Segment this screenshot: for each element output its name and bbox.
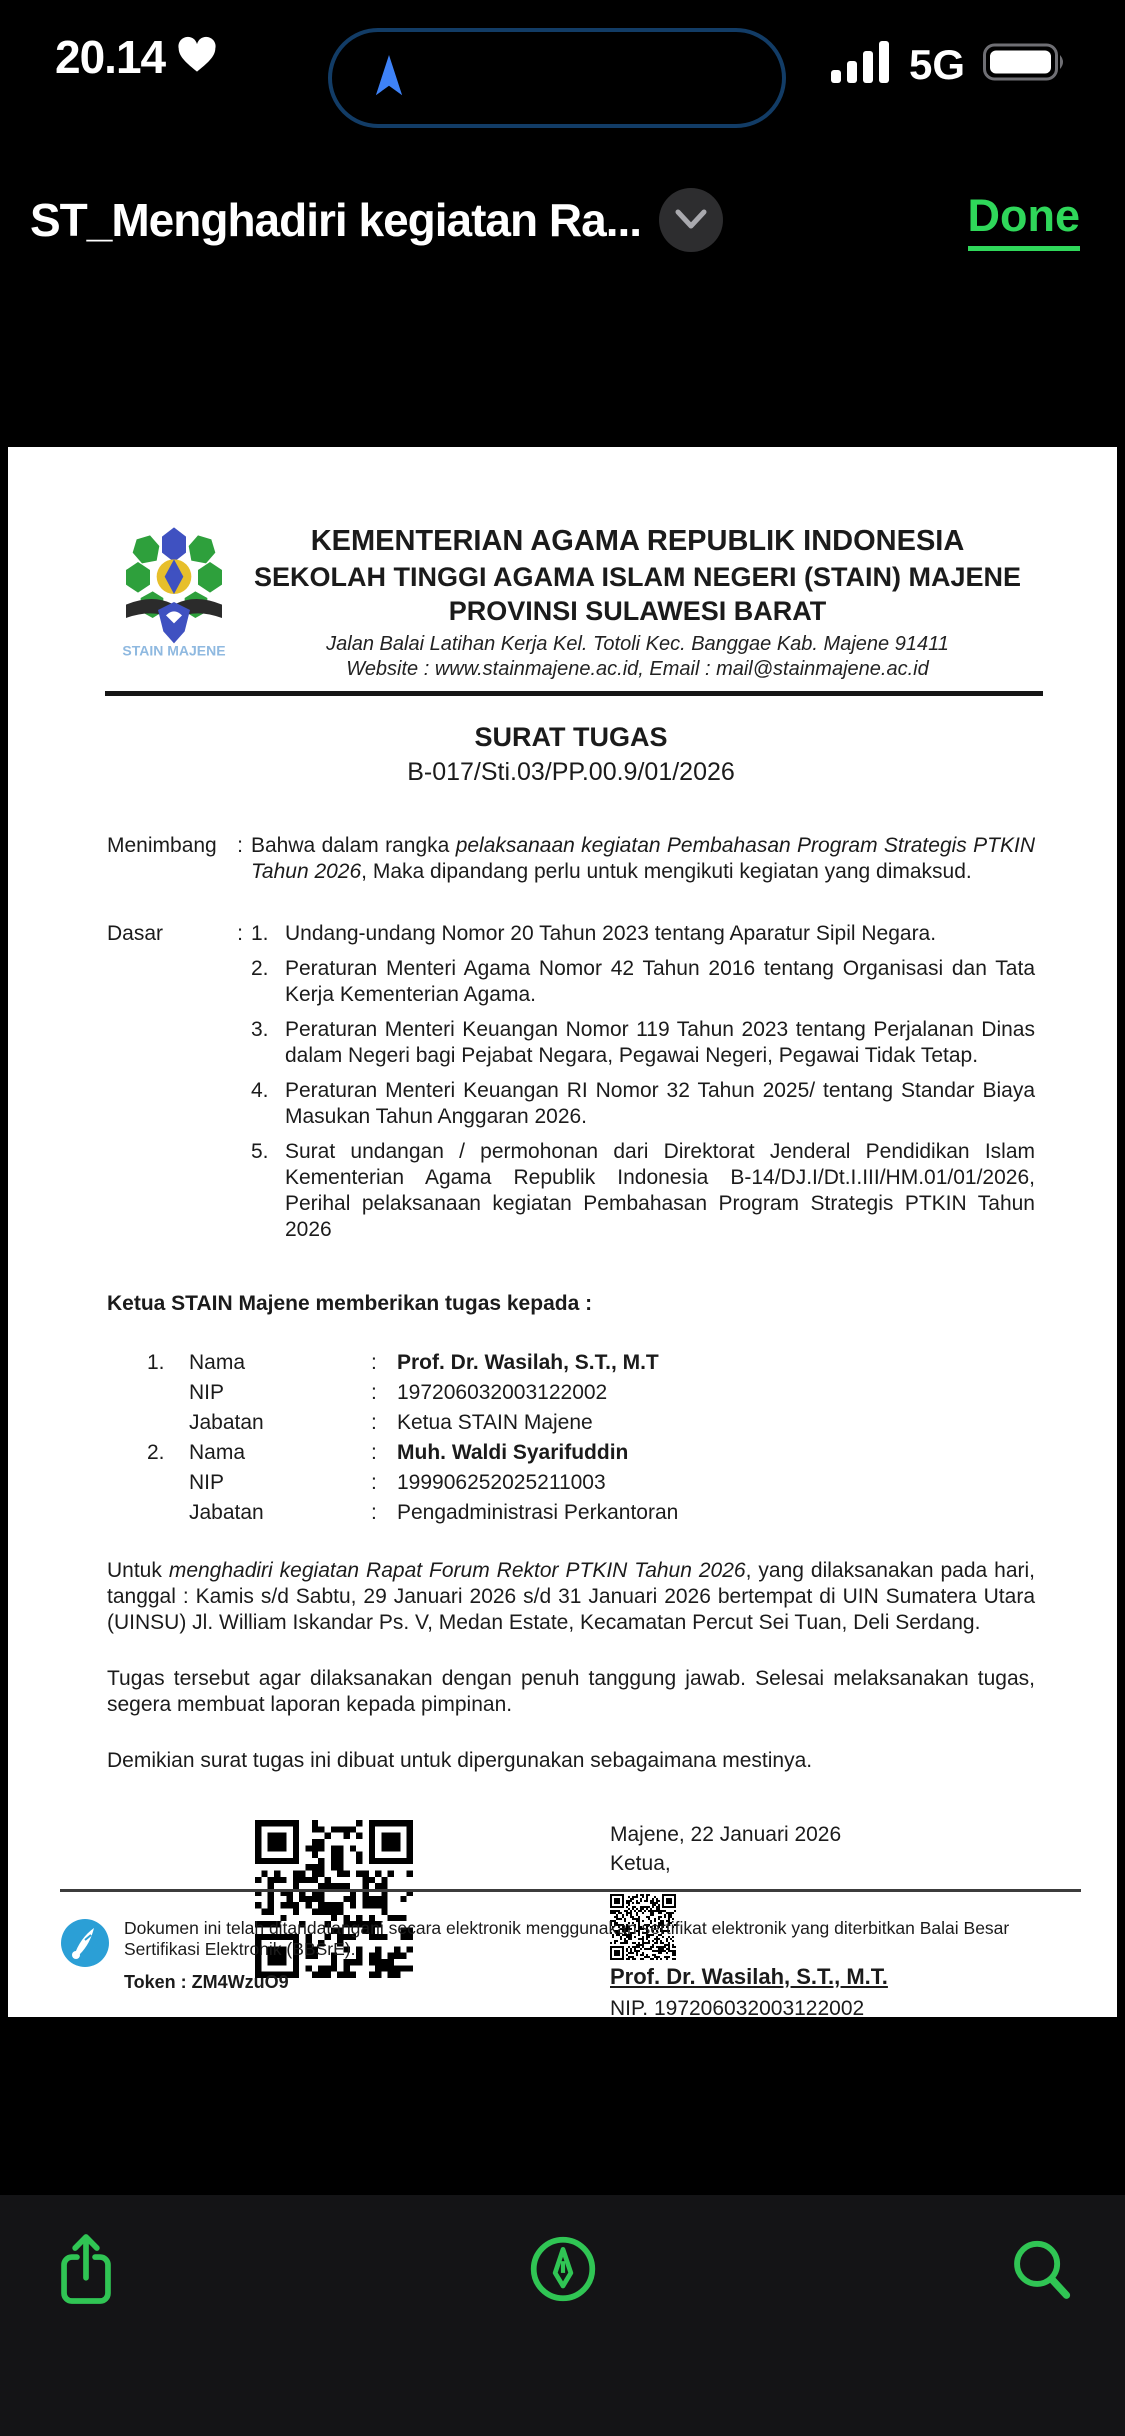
esign-token: Token : ZM4WzuO9 [124,1972,289,1992]
letterhead-contact: Website : www.stainmajene.ac.id, Email : mail@stainmajene.ac.id [346,658,929,680]
letter-number: B-017/Sti.03/PP.00.9/01/2026 [407,758,735,786]
file-title: ST_Menghadiri kegiatan Ra... [30,194,642,246]
signatory-name: Prof. Dr. Wasilah, S.T., M.T. [610,1964,888,1989]
battery-icon [983,42,1067,87]
signature-place-date: Majene, 22 Januari 2026 [610,1823,842,1846]
menimbang-section [107,833,1035,885]
dasar-label: Dasar [107,922,164,945]
body-paragraph-2: Tugas tersebut agar dilaksanakan dengan penuh tanggung jawab. Selesai melaksanakan tugas, segera membuat laporan kepada pimpinan. [107,1667,1035,1716]
share-button[interactable] [55,2231,117,2312]
province-name: PROVINSI SULAWESI BARAT [448,596,827,626]
ministry-name: KEMENTERIAN AGAMA REPUBLIK INDONESIA [310,525,965,557]
heart-icon [177,36,217,79]
markup-button[interactable] [529,2235,597,2306]
assignee-row: NIP : 199906252025211003 [189,1471,606,1494]
assignee-list [107,1348,1035,1528]
signature-role: Ketua, [610,1852,671,1875]
search-button[interactable] [1010,2237,1074,2306]
logo-caption: STAIN MAJENE [122,642,226,658]
assignee-row: Jabatan : Pengadministrasi Perkantoran [189,1501,679,1524]
footer-divider [60,1889,1081,1892]
dasar-item: 2. Peraturan Menteri Agama Nomor 42 Tahun 2016 tentang Organisasi dan Tata Kerja Kementerian Agama. [251,957,1035,1006]
signal-icon [831,40,891,89]
status-bar [0,0,1125,135]
dasar-item: 1. Undang-undang Nomor 20 Tahun 2023 tentang Aparatur Sipil Negara. [251,922,937,945]
signatory-nip: NIP. 197206032003122002 [610,1997,865,2020]
letterhead-address: Jalan Balai Latihan Kerja Kel. Totoli Kec. Banggae Kab. Majene 91411 [326,633,949,655]
bsre-logo [60,1918,110,1973]
document-heading [107,722,1035,787]
document-page[interactable] [8,447,1117,2020]
menimbang-text: Bahwa dalam rangka pelaksanaan kegiatan Pembahasan Program Strategis PTKIN Tahun 2026, Maka dipandang perlu untuk mengikuti kegiatan yang dimaksud. [251,834,1035,883]
dasar-colon: : [237,922,243,945]
status-right-cluster [831,40,1067,89]
assignee-row: Jabatan : Ketua STAIN Majene [189,1411,593,1434]
markup-pen-icon [529,2291,597,2306]
location-arrow-icon [368,53,410,104]
institution-name: SEKOLAH TINGGI AGAMA ISLAM NEGERI (STAIN) MAJENE [253,562,1021,592]
status-left-cluster [55,30,217,84]
letterhead-divider [105,691,1043,696]
dynamic-island[interactable] [328,28,786,128]
dasar-section [107,921,1035,1252]
bottom-toolbar [0,2195,1125,2436]
network-type: 5G [908,40,965,88]
share-icon [55,2297,117,2312]
menimbang-colon: : [237,834,243,857]
done-button[interactable]: Done [968,190,1081,251]
dasar-list [251,921,1035,1252]
stain-majene-logo [107,522,241,658]
dasar-item: 3. Peraturan Menteri Keuangan Nomor 119 Tahun 2023 tentang Perjalanan Dinas dalam Negeri bagi Pejabat Negara, Pegawai Negeri, Pegawai Tidak Tetap. [251,1018,1035,1067]
title-bar [0,160,1125,280]
letter-title: SURAT TUGAS [474,722,668,752]
body-paragraph-1: Untuk menghadiri kegiatan Rapat Forum Rektor PTKIN Tahun 2026, yang dilaksanakan pada hari, tanggal : Kamis s/d Sabtu, 29 Januari 2026 s/d 31 Januari 2026 bertempat di UIN Sumatera Utara (UINSU) Jl. William Iskandar Ps. V, Medan Estate, Kecamatan Percut Sei Tuan, Deli Serdang. [107,1559,1035,1634]
body-paragraph-3: Demikian surat tugas ini dibuat untuk dipergunakan sebagaimana mestinya. [107,1749,813,1772]
assignment-intro: Ketua STAIN Majene memberikan tugas kepada : [107,1292,593,1315]
letterhead-text [238,525,1037,681]
clock: 20.14 [55,31,166,83]
title-dropdown-button[interactable] [659,188,723,252]
esign-footer [8,1889,1117,1993]
esign-statement: Dokumen ini telah ditandatangani secara elektronik menggunakan sertifikat elektronik yang diterbitkan Balai Besar Sertifikasi Elektronik (BBSrE). [124,1918,1010,1959]
dasar-item: 4. Peraturan Menteri Keuangan RI Nomor 32 Tahun 2025/ tentang Standar Biaya Masukan Tahun Anggaran 2026. [251,1079,1035,1128]
chevron-down-icon [674,207,708,234]
menimbang-label: Menimbang [107,834,217,857]
assignee-row: 2. Nama : Muh. Waldi Syarifuddin [147,1441,629,1464]
assignee-row: NIP : 197206032003122002 [189,1381,608,1404]
dasar-item: 5. Surat undangan / permohonan dari Direktorat Jenderal Pendidikan Islam Kementerian Agama Republik Indonesia B-14/DJ.I/Dt.I.III/HM.01/01/2026, Perihal pelaksanaan kegiatan Pembahasan Program Strategis PTKIN Tahun 2026 [251,1140,1035,1241]
search-icon [1010,2291,1074,2306]
assignee-row: 1. Nama : Prof. Dr. Wasilah, S.T., M.T [147,1351,659,1374]
letterhead [8,447,1117,681]
